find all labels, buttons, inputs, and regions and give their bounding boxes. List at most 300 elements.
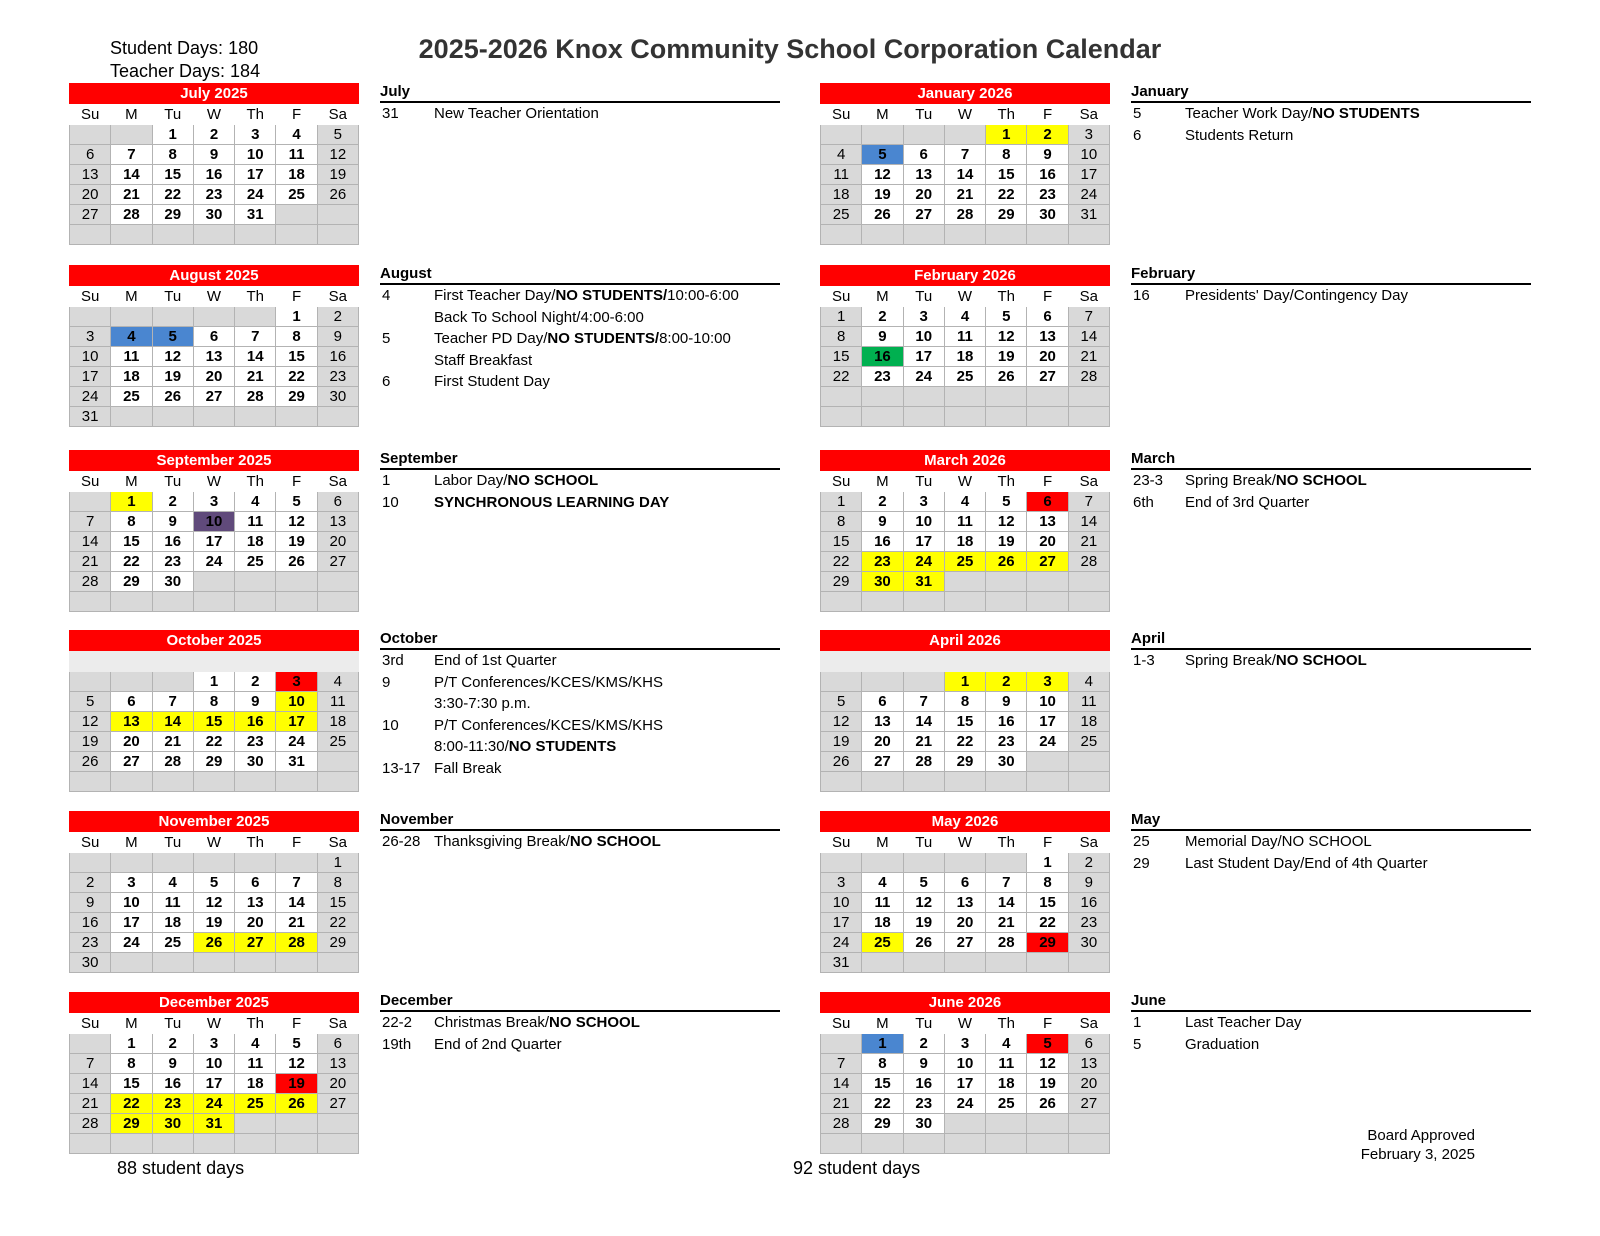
event-row [1131,853,1531,875]
approval-date: February 3, 2025 [1360,1146,1475,1163]
calendar-day: 1 [944,672,985,692]
calendar-day: 19 [986,347,1027,367]
event-description: Graduation [1185,1035,1260,1053]
event-description: Students Return [1185,126,1294,144]
weekday-header: Sa [317,1013,358,1034]
calendar-day: 10 [276,692,317,712]
calendar-day: 13 [1027,512,1068,532]
empty-day-cell [317,1134,358,1154]
calendar-day: 20 [944,913,985,933]
calendar-day: 22 [862,1094,903,1114]
empty-day-cell [276,225,317,245]
event-description: Teacher PD Day/ [434,330,548,347]
calendar-day: 1 [862,1034,903,1054]
event-text [434,307,644,329]
weekday-header: Su [70,286,111,307]
weekday-header: Tu [152,104,193,125]
weekday-header: Su [70,832,111,853]
calendar-day: 9 [152,512,193,532]
empty-day-cell [944,1114,985,1134]
calendar-day: 24 [1068,185,1109,205]
empty-day-cell [70,772,111,792]
calendar-day: 18 [235,532,276,552]
empty-day-cell [1027,752,1068,772]
calendar-day: 15 [111,1074,152,1094]
calendar-day: 21 [821,1094,862,1114]
calendar-day: 3 [944,1034,985,1054]
calendar-day: 20 [70,185,111,205]
event-text [434,492,669,514]
calendar-day: 2 [1068,853,1109,873]
event-description: Spring Break/ [1185,652,1276,669]
calendar-day: 8 [152,145,193,165]
calendar-day: 31 [821,953,862,973]
calendar-day: 15 [317,893,358,913]
weekday-header: M [862,1013,903,1034]
calendar-day: 27 [944,933,985,953]
empty-day-cell [944,592,985,612]
event-emphasis: NO STUDENTS/ [555,287,668,304]
calendar-day: 31 [70,407,111,427]
weekday-header: Sa [1068,104,1109,125]
empty-day-cell [317,772,358,792]
empty-day-cell [193,307,234,327]
empty-day-cell [986,772,1027,792]
calendar-day: 26 [986,367,1027,387]
weekday-header: Th [235,1013,276,1034]
calendar-day: 1 [111,1034,152,1054]
weekday-header: F [276,1013,317,1034]
empty-day-cell [862,125,903,145]
weekday-header: Tu [903,104,944,125]
calendar-day: 4 [986,1034,1027,1054]
event-text [434,715,663,737]
calendar-day: 28 [821,1114,862,1134]
calendar-day: 21 [1068,347,1109,367]
weekday-header: Tu [152,471,193,492]
calendar-day: 25 [276,185,317,205]
weekday-header: Su [70,1013,111,1034]
calendar-day: 18 [821,185,862,205]
approval-label: Board Approved [1367,1127,1475,1144]
calendar-day: 16 [1027,165,1068,185]
calendar-day: 20 [1068,1074,1109,1094]
weekday-header: Sa [317,832,358,853]
calendar-day: 25 [317,732,358,752]
empty-day-cell [317,205,358,225]
event-description: Christmas Break/ [434,1014,550,1031]
empty-day-cell [193,1134,234,1154]
weekday-header [317,651,358,672]
month-events [380,811,780,853]
calendar-day: 25 [944,552,985,572]
weekday-header: M [111,104,152,125]
calendar-day: 11 [152,893,193,913]
event-row [1131,831,1531,853]
weekday-header: M [862,832,903,853]
calendar-day: 20 [1027,347,1068,367]
calendar-day: 12 [1027,1054,1068,1074]
calendar-day: 4 [317,672,358,692]
event-text [1185,103,1420,125]
calendar-day: 8 [193,692,234,712]
calendar-day: 29 [152,205,193,225]
event-description: Teacher Work Day/ [1185,105,1313,122]
calendar-day: 7 [944,145,985,165]
calendar-day: 16 [1068,893,1109,913]
calendar-day: 15 [821,347,862,367]
calendar-day: 14 [276,893,317,913]
event-description: Last Teacher Day [1185,1014,1302,1031]
empty-day-cell [1027,953,1068,973]
semester2-total: 92 student days [793,1158,921,1178]
empty-day-cell [193,407,234,427]
event-text [1185,650,1367,672]
empty-day-cell [193,953,234,973]
calendar-day: 24 [944,1094,985,1114]
calendar-day: 4 [944,492,985,512]
calendar-day: 16 [986,712,1027,732]
weekday-header: Sa [1068,1013,1109,1034]
calendar-day: 1 [152,125,193,145]
weekday-header: Tu [903,286,944,307]
empty-day-cell [903,672,944,692]
event-row [380,715,780,737]
calendar-day: 30 [235,752,276,772]
calendar-day: 30 [1027,205,1068,225]
calendar-day: 2 [152,1034,193,1054]
month-events [1131,450,1531,513]
calendar-day: 9 [152,1054,193,1074]
empty-day-cell [986,225,1027,245]
calendar-day: 17 [111,913,152,933]
calendar-day: 18 [986,1074,1027,1094]
event-text [434,758,502,780]
month-events [380,630,780,779]
weekday-header [1068,651,1109,672]
calendar-day: 3 [821,873,862,893]
calendar-day: 2 [317,307,358,327]
event-row [380,328,780,350]
calendar-day: 19 [276,1074,317,1094]
calendar-day: 29 [1027,933,1068,953]
calendar-day: 18 [111,367,152,387]
weekday-header [821,651,862,672]
calendar-day: 3 [276,672,317,692]
calendar-day: 11 [111,347,152,367]
event-date: 29 [1133,854,1150,872]
empty-day-cell [1027,1114,1068,1134]
empty-day-cell [317,953,358,973]
weekday-header: Tu [152,286,193,307]
calendar-day: 1 [821,307,862,327]
empty-day-cell [193,592,234,612]
calendar-day: 22 [111,1094,152,1114]
empty-day-cell [1068,592,1109,612]
calendar-day: 23 [70,933,111,953]
calendar-day: 28 [276,933,317,953]
calendar-day: 12 [193,893,234,913]
calendar-day: 27 [1068,1094,1109,1114]
calendar-day: 25 [111,387,152,407]
calendar-day: 10 [821,893,862,913]
calendar-day: 17 [1068,165,1109,185]
calendar-day: 26 [152,387,193,407]
weekday-header: Sa [317,286,358,307]
calendar-day: 10 [193,1054,234,1074]
calendar-day: 15 [986,165,1027,185]
calendar-day: 17 [903,347,944,367]
calendar-day: 16 [903,1074,944,1094]
event-text [1185,1034,1259,1056]
empty-day-cell [1068,772,1109,792]
calendar-day: 13 [944,893,985,913]
calendar-day: 27 [111,752,152,772]
calendar-day: 29 [276,387,317,407]
event-row [1131,1012,1531,1034]
calendar-day: 26 [70,752,111,772]
calendar-day: 1 [986,125,1027,145]
month-events [1131,992,1531,1055]
event-description: New Teacher Orientation [434,105,599,122]
empty-day-cell [111,125,152,145]
events-month-heading: July [380,83,780,103]
weekday-header: W [944,471,985,492]
calendar-day: 24 [70,387,111,407]
calendar-day: 10 [944,1054,985,1074]
days-summary [110,37,260,83]
event-description: End of 2nd Quarter [434,1035,562,1053]
weekday-header: F [276,832,317,853]
calendar-day: 9 [986,692,1027,712]
weekday-header: W [944,832,985,853]
month-events [380,83,780,125]
calendar-day: 18 [276,165,317,185]
empty-day-cell [111,307,152,327]
weekday-header: Su [821,471,862,492]
empty-day-cell [152,407,193,427]
weekday-header: F [1027,471,1068,492]
empty-day-cell [70,1134,111,1154]
event-description: Last Student Day/End of 4th Quarter [1185,854,1428,872]
calendar-day: 4 [1068,672,1109,692]
weekday-header: Sa [1068,832,1109,853]
empty-day-cell [70,125,111,145]
calendar-day: 25 [152,933,193,953]
events-month-heading: November [380,811,780,831]
weekday-header [235,651,276,672]
month-title: April 2026 [821,631,1110,651]
month-events [1131,630,1531,672]
calendar-day: 15 [1027,893,1068,913]
event-emphasis: NO SCHOOL [1275,652,1367,669]
calendar-day: 12 [862,165,903,185]
event-text [434,328,731,350]
empty-day-cell [944,853,985,873]
empty-day-cell [235,772,276,792]
calendar-day: 8 [986,145,1027,165]
empty-day-cell [862,387,903,407]
weekday-header: F [276,471,317,492]
calendar-day: 2 [1027,125,1068,145]
weekday-header: M [111,832,152,853]
event-text [1185,853,1428,875]
calendar-day: 11 [862,893,903,913]
calendar-day: 3 [70,327,111,347]
events-month-heading: June [1131,992,1531,1012]
calendar-day: 30 [1068,933,1109,953]
calendar-day: 11 [276,145,317,165]
event-date: 6 [1133,126,1142,144]
calendar-day: 14 [70,1074,111,1094]
event-text [434,831,661,853]
empty-day-cell [193,572,234,592]
calendar-day: 15 [944,712,985,732]
calendar-day: 23 [862,552,903,572]
calendar-day: 23 [986,732,1027,752]
calendar-day: 3 [111,873,152,893]
calendar-day: 8 [111,512,152,532]
calendar-day: 28 [1068,552,1109,572]
event-text [434,672,663,694]
event-time: 8:00-10:00 [659,330,731,347]
calendar-day: 5 [903,873,944,893]
weekday-header: Su [70,104,111,125]
month-calendar [820,265,1110,427]
calendar-day: 11 [235,1054,276,1074]
event-date: 26-28 [382,833,421,850]
empty-day-cell [276,407,317,427]
empty-day-cell [944,407,985,427]
empty-day-cell [903,225,944,245]
calendar-day: 5 [986,492,1027,512]
calendar-day: 5 [70,692,111,712]
calendar-day: 27 [862,752,903,772]
event-description: Spring Break/ [1185,472,1276,489]
empty-day-cell [152,772,193,792]
month-events [1131,265,1531,307]
calendar-day: 2 [193,125,234,145]
event-row [380,672,780,694]
calendar-day: 10 [903,512,944,532]
empty-day-cell [276,205,317,225]
weekday-header: F [276,286,317,307]
month-title: March 2026 [821,451,1110,471]
event-description: Labor Day/ [434,472,508,489]
calendar-day: 13 [111,712,152,732]
calendar-day: 12 [986,512,1027,532]
calendar-day: 18 [862,913,903,933]
calendar-day: 24 [903,367,944,387]
empty-day-cell [111,592,152,612]
empty-day-cell [986,592,1027,612]
empty-day-cell [276,853,317,873]
calendar-day: 11 [1068,692,1109,712]
calendar-day: 8 [111,1054,152,1074]
event-row [380,103,780,125]
weekday-header: M [111,286,152,307]
calendar-day: 31 [1068,205,1109,225]
empty-day-cell [821,125,862,145]
calendar-day: 10 [70,347,111,367]
empty-day-cell [944,1134,985,1154]
event-text [1185,492,1309,514]
calendar-day: 16 [862,347,903,367]
empty-day-cell [70,1034,111,1054]
calendar-day: 18 [944,347,985,367]
event-description: Thanksgiving Break/ [434,833,570,850]
event-row [1131,492,1531,514]
empty-day-cell [862,407,903,427]
empty-day-cell [317,225,358,245]
calendar-day: 17 [903,532,944,552]
event-row [1131,650,1531,672]
empty-day-cell [317,752,358,772]
weekday-header: Su [821,1013,862,1034]
events-month-heading: December [380,992,780,1012]
month-calendar [69,992,359,1154]
calendar-day: 7 [986,873,1027,893]
calendar-day: 18 [944,532,985,552]
calendar-day: 25 [944,367,985,387]
calendar-day: 22 [111,552,152,572]
calendar-day: 28 [986,933,1027,953]
empty-day-cell [276,772,317,792]
event-date: 13-17 [382,759,421,777]
empty-day-cell [1027,592,1068,612]
empty-day-cell [903,1134,944,1154]
calendar-day: 13 [903,165,944,185]
month-title: February 2026 [821,266,1110,286]
calendar-day: 20 [317,532,358,552]
calendar-day: 12 [70,712,111,732]
weekday-header: F [1027,104,1068,125]
calendar-day: 11 [235,512,276,532]
calendar-day: 27 [317,552,358,572]
calendar-day: 1 [276,307,317,327]
calendar-day: 24 [1027,732,1068,752]
event-row [380,736,780,758]
weekday-header: Th [986,286,1027,307]
calendar-day: 22 [317,913,358,933]
event-date: 25 [1133,833,1150,850]
calendar-day: 19 [862,185,903,205]
event-text [1185,285,1408,307]
calendar-day: 29 [944,752,985,772]
calendar-day: 19 [276,532,317,552]
calendar-day: 10 [1068,145,1109,165]
calendar-day: 14 [1068,327,1109,347]
calendar-day: 9 [193,145,234,165]
event-row [380,650,780,672]
calendar-day: 12 [276,512,317,532]
month-title: December 2025 [70,993,359,1013]
event-date: 22-2 [382,1014,413,1031]
calendar-day: 28 [111,205,152,225]
empty-day-cell [111,1134,152,1154]
calendar-day: 4 [862,873,903,893]
empty-day-cell [821,853,862,873]
weekday-header: Su [821,286,862,307]
calendar-day: 22 [821,367,862,387]
empty-day-cell [317,592,358,612]
calendar-day: 26 [862,205,903,225]
calendar-day: 2 [903,1034,944,1054]
calendar-day: 5 [821,692,862,712]
calendar-day: 21 [276,913,317,933]
empty-day-cell [821,1034,862,1054]
empty-day-cell [986,572,1027,592]
